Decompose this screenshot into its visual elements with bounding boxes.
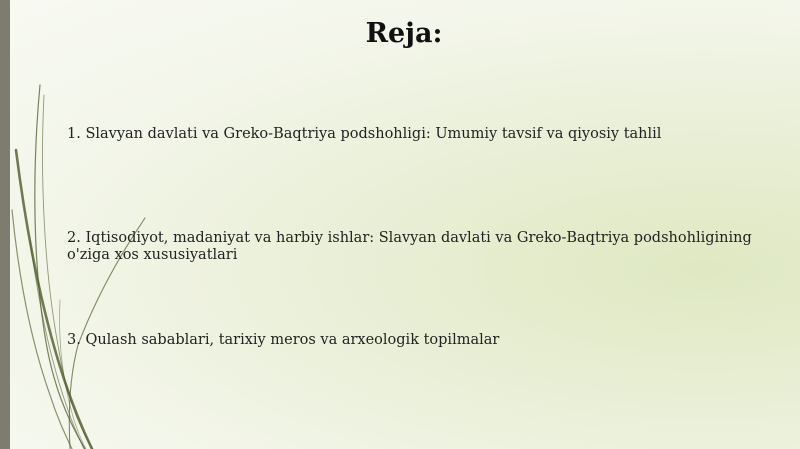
agenda-item-3: 3. Qulash sabablari, tarixiy meros va arxeologik topilmalar [67, 332, 500, 348]
decor-line [16, 150, 92, 449]
decor-line [12, 210, 72, 449]
agenda-item-1: 1. Slavyan davlati va Greko-Baqtriya podshohligi: Umumiy tavsif va qiyosiy tahlil [67, 126, 662, 142]
agenda-item-2: 2. Iqtisodiyot, madaniyat va harbiy ishlar: Slavyan davlati va Greko-Baqtriya podshohligining o'ziga xos xususiyatlari [67, 230, 752, 263]
decor-line [60, 300, 86, 449]
slide-title: Reja: [365, 18, 443, 49]
decor-line [43, 95, 93, 449]
left-accent-bar [0, 0, 10, 449]
